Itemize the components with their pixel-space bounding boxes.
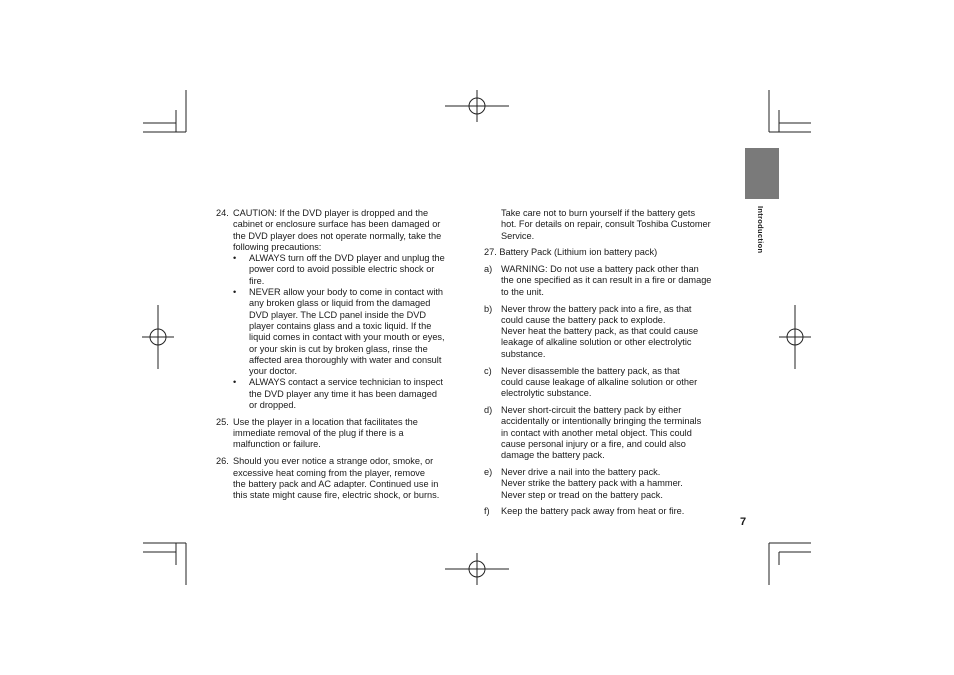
item-number: 25.	[216, 416, 229, 427]
text-line: • NEVER allow your body to come in contact with	[249, 287, 444, 298]
text-line: CAUTION: If the DVD player is dropped and the	[233, 208, 429, 218]
text-line: Never drive a nail into the battery pack.	[501, 466, 661, 477]
precaution-item-24	[216, 208, 474, 411]
text-line: or your skin is cut by broken glass, rinse the	[249, 343, 428, 354]
text-line: Keep the battery pack away from heat or fire.	[501, 506, 685, 517]
item-number: 24.	[216, 208, 229, 218]
text-line: your doctor.	[249, 366, 298, 377]
text-line: could cause leakage of alkaline solution or other	[501, 376, 698, 387]
item-letter: d)	[484, 404, 493, 415]
text-line: excessive heat coming from the player, remove	[233, 467, 426, 478]
text-line: player contains glass and a toxic liquid. If the	[249, 320, 432, 331]
text-line: Never disassemble the battery pack, as that	[501, 365, 680, 376]
text-line: substance.	[501, 348, 546, 359]
text-line: Never throw the battery pack into a fire, as that	[501, 303, 692, 314]
crop-mark-top-left	[143, 90, 186, 132]
text-line: electrolytic substance.	[501, 388, 592, 399]
text-line: Service.	[501, 230, 535, 241]
text-line: the DVD player does not operate normally, take the	[233, 230, 442, 241]
section-tab-label: Introduction	[756, 206, 765, 254]
continuation-paragraph	[484, 208, 742, 242]
text-line: Never heat the battery pack, as that could cause	[501, 326, 699, 337]
section-tab	[745, 148, 779, 199]
text-line: could cause the battery pack to explode.	[501, 314, 666, 325]
text-line: DVD player. The LCD panel inside the DVD	[249, 309, 427, 320]
precaution-item-26	[216, 456, 474, 501]
text-line: this state might cause fire, electric shock, or burns.	[233, 490, 440, 501]
right-column	[484, 208, 742, 523]
text-line: • ALWAYS turn off the DVD player and unplug the	[249, 253, 445, 264]
battery-item-e	[484, 467, 742, 501]
text-line: the DVD player any time it has been damaged	[249, 388, 437, 399]
battery-item-c	[484, 366, 742, 400]
registration-mark-right	[779, 305, 811, 369]
text-line: damage the battery pack.	[501, 450, 605, 461]
text-line: Use the player in a location that facilitates the	[233, 416, 418, 427]
battery-item-a	[484, 264, 742, 298]
text-line: in contact with another metal object. This could	[501, 427, 692, 438]
item-letter: f)	[484, 506, 490, 517]
item-heading: Battery Pack (Lithium ion battery pack)	[499, 247, 658, 258]
battery-item-d	[484, 405, 742, 461]
registration-mark-bottom	[445, 553, 509, 585]
precaution-item-27	[484, 247, 742, 258]
text-line: accidentally or intentionally bringing the terminals	[501, 416, 702, 427]
bullet-item	[233, 287, 474, 377]
item-number: 26.	[216, 456, 229, 467]
crop-mark-top-right	[769, 90, 811, 132]
text-line: fire.	[249, 275, 265, 286]
text-line: Never strike the battery pack with a hammer.	[501, 478, 683, 489]
crop-mark-bottom-right	[769, 543, 811, 585]
text-line: to the unit.	[501, 286, 544, 297]
text-line: Should you ever notice a strange odor, smoke, or	[233, 456, 434, 467]
text-line: • ALWAYS contact a service technician to inspect	[249, 377, 443, 388]
item-letter: a)	[484, 264, 493, 275]
text-line: cause personal injury or a fire, and could also	[501, 438, 686, 449]
text-line: the battery pack and AC adapter. Continued use in	[233, 478, 439, 489]
text-line: leakage of alkaline solution or other electrolytic	[501, 337, 692, 348]
text-line: immediate removal of the plug if there is a	[233, 428, 404, 439]
text-line: cabinet or enclosure surface has been damaged or	[233, 219, 441, 230]
text-line: following precautions:	[233, 241, 322, 252]
bullet-item	[233, 377, 474, 411]
text-line: any broken glass or liquid from the damaged	[249, 298, 431, 309]
item-number: 27.	[484, 247, 497, 258]
left-column	[216, 208, 474, 507]
text-line: malfunction or failure.	[233, 439, 321, 450]
precaution-item-25	[216, 417, 474, 451]
bullet-item	[233, 253, 474, 287]
bullet-list	[233, 253, 474, 411]
text-line: WARNING: Do not use a battery pack other than	[501, 264, 699, 275]
battery-item-b	[484, 304, 742, 360]
text-line: the one specified as it can result in a fire or damage	[501, 275, 712, 286]
text-line: power cord to avoid possible electric shock or	[249, 264, 435, 275]
item-letter: e)	[484, 466, 493, 477]
item-letter: b)	[484, 303, 493, 314]
text-line: or dropped.	[249, 400, 296, 411]
registration-mark-top	[445, 90, 509, 122]
text-line: Take care not to burn yourself if the battery gets	[501, 208, 696, 218]
text-line: Never short-circuit the battery pack by either	[501, 404, 682, 415]
text-line: affected area thoroughly with water and consult	[249, 354, 442, 365]
page-number: 7	[740, 516, 747, 528]
text-line: hot. For details on repair, consult Toshiba Customer	[501, 219, 711, 230]
text-line: liquid comes in contact with your mouth or eyes,	[249, 332, 445, 343]
text-line: Never step or tread on the battery pack.	[501, 489, 663, 500]
battery-item-f	[484, 506, 742, 517]
crop-mark-bottom-left	[143, 543, 186, 585]
item-letter: c)	[484, 365, 492, 376]
registration-mark-left	[142, 305, 174, 369]
